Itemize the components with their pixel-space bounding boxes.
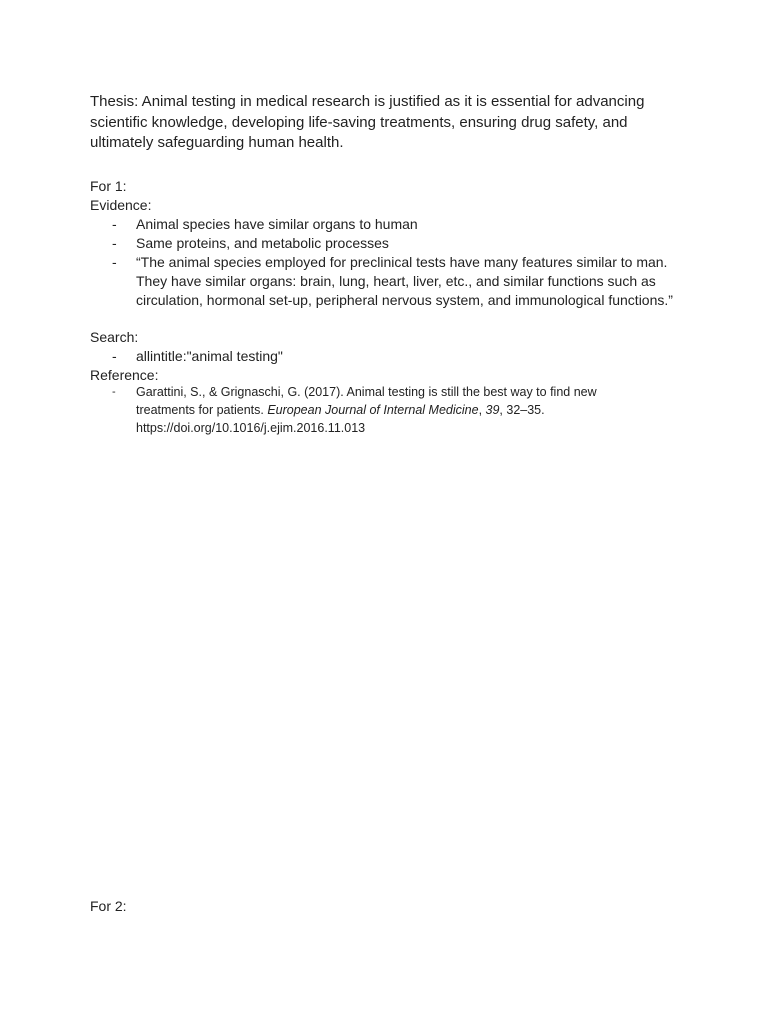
search-item: [112, 347, 692, 366]
for-1-heading: For 1:: [90, 178, 127, 194]
evidence-item: [112, 234, 692, 253]
search-query-text: allintitle:"animal testing": [136, 348, 283, 364]
evidence-item-text: Same proteins, and metabolic processes: [136, 235, 389, 251]
reference-journal: European Journal of Internal Medicine: [267, 403, 479, 417]
reference-title-end: treatments for patients.: [136, 403, 268, 417]
evidence-list: [112, 215, 692, 310]
reference-line-1: Garattini, S., & Grignaschi, G. (2017). Animal testing is still the best way to find new: [136, 385, 597, 399]
evidence-item: [112, 253, 692, 310]
evidence-item: [112, 215, 692, 234]
search-heading: Search:: [90, 329, 139, 345]
reference-heading: Reference:: [90, 367, 159, 383]
reference-separator: ,: [478, 403, 486, 417]
reference-item: [112, 383, 692, 437]
for-2-heading: For 2:: [90, 898, 127, 914]
reference-pages: , 32–35.: [499, 403, 545, 417]
evidence-item-text: Animal species have similar organs to human: [136, 216, 418, 232]
bullet-dash: -: [112, 235, 117, 251]
search-list: [112, 347, 692, 366]
bullet-dash: -: [112, 386, 116, 398]
evidence-item-text: “The animal species employed for preclinical tests have many features similar to man. They have similar organs: brain, lung, heart, liver, etc., and similar functions such as circulation, hormonal set-up, peripheral nervous system, and immunological functions.”: [136, 254, 673, 308]
bullet-dash: -: [112, 216, 117, 232]
reference-doi: https://doi.org/10.1016/j.ejim.2016.11.013: [136, 421, 366, 435]
reference-line-2: [136, 401, 692, 419]
reference-volume: 39: [485, 403, 500, 417]
bullet-dash: -: [112, 348, 117, 364]
evidence-heading: Evidence:: [90, 197, 152, 213]
bullet-dash: -: [112, 254, 117, 270]
thesis-statement: Thesis: Animal testing in medical research is justified as it is essential for advancing scientific knowledge, developing life-saving treatments, ensuring drug safety, and ultimately safeguarding human health.: [90, 93, 645, 151]
reference-list: [112, 383, 692, 437]
